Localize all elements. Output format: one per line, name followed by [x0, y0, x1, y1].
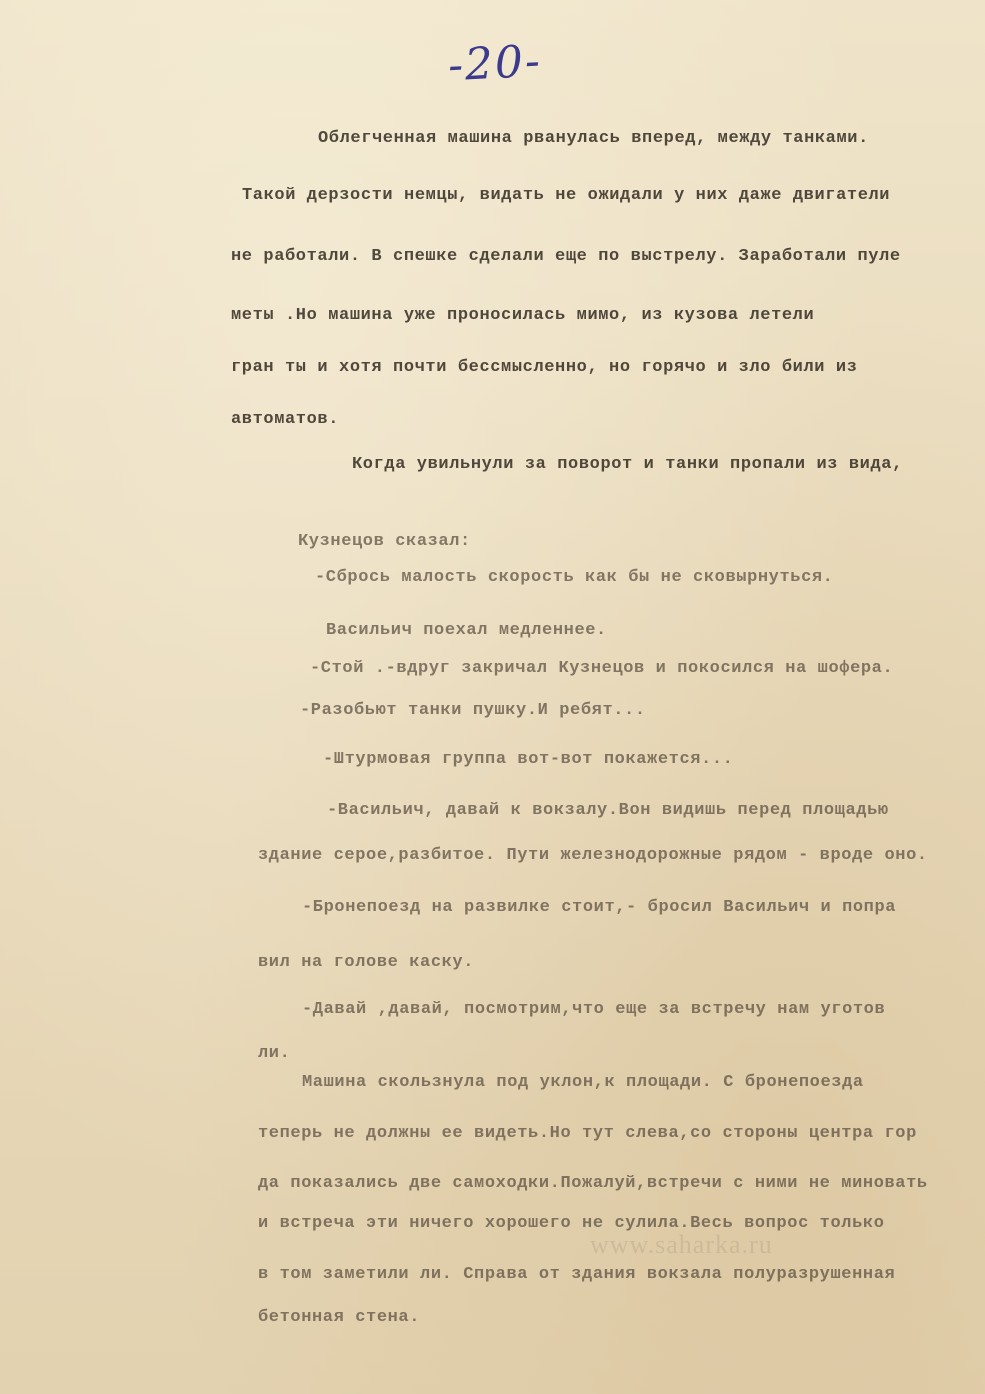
text-line: и встреча эти ничего хорошего не сулила.Весь вопрос только — [258, 1214, 885, 1233]
text-line: Такой дерзости немцы, видать не ожидали у них даже двигатели — [242, 186, 891, 205]
text-line: -Давай ,давай, посмотрим,что еще за встречу нам уготов — [302, 1000, 886, 1019]
text-line: -Бронепоезд на развилке стоит,- бросил Васильич и попра — [302, 898, 897, 917]
text-line: Васильич поехал медленнее. — [326, 621, 607, 640]
text-line: автоматов. — [231, 410, 340, 429]
text-line: меты .Но машина уже проносилась мимо, из кузова летели — [231, 306, 815, 325]
text-line: -Васильич, давай к вокзалу.Вон видишь перед площадью — [327, 801, 889, 820]
text-line: в том заметили ли. Справа от здания вокзала полуразрушенная — [258, 1265, 896, 1284]
text-line: здание серое,разбитое. Пути железнодорожные рядом - вроде оно. — [258, 846, 928, 865]
watermark: www.saharka.ru — [590, 1230, 773, 1259]
text-line: вил на голове каску. — [258, 953, 475, 972]
text-line: да показались две самоходки.Пожалуй,встречи с ними не миновать — [258, 1174, 928, 1193]
text-line: Облегченная машина рванулась вперед, между танками. — [318, 129, 869, 148]
text-line: -Стой .-вдруг закричал Кузнецов и покосился на шофера. — [310, 659, 894, 678]
text-line: ли. — [258, 1044, 291, 1063]
text-line: -Сбрось малость скорость как бы не сковырнуться. — [315, 568, 834, 587]
text-line: -Штурмовая группа вот-вот покажется... — [323, 750, 734, 769]
text-line: Когда увильнули за поворот и танки пропали из вида, — [352, 455, 903, 474]
text-line: не работали. В спешке сделали еще по выстрелу. Заработали пуле — [231, 247, 901, 266]
text-line: бетонная стена. — [258, 1308, 421, 1327]
text-line: Кузнецов сказал: — [298, 532, 471, 551]
text-line: Машина скользнула под уклон,к площади. С бронепоезда — [302, 1073, 864, 1092]
page-number: -20- — [446, 35, 544, 92]
text-line: теперь не должны ее видеть.Но тут слева,со стороны центра гор — [258, 1124, 917, 1143]
text-line: -Разобьют танки пушку.И ребят... — [300, 701, 646, 720]
text-line: гран ты и хотя почти бессмысленно, но горячо и зло били из — [231, 358, 858, 377]
